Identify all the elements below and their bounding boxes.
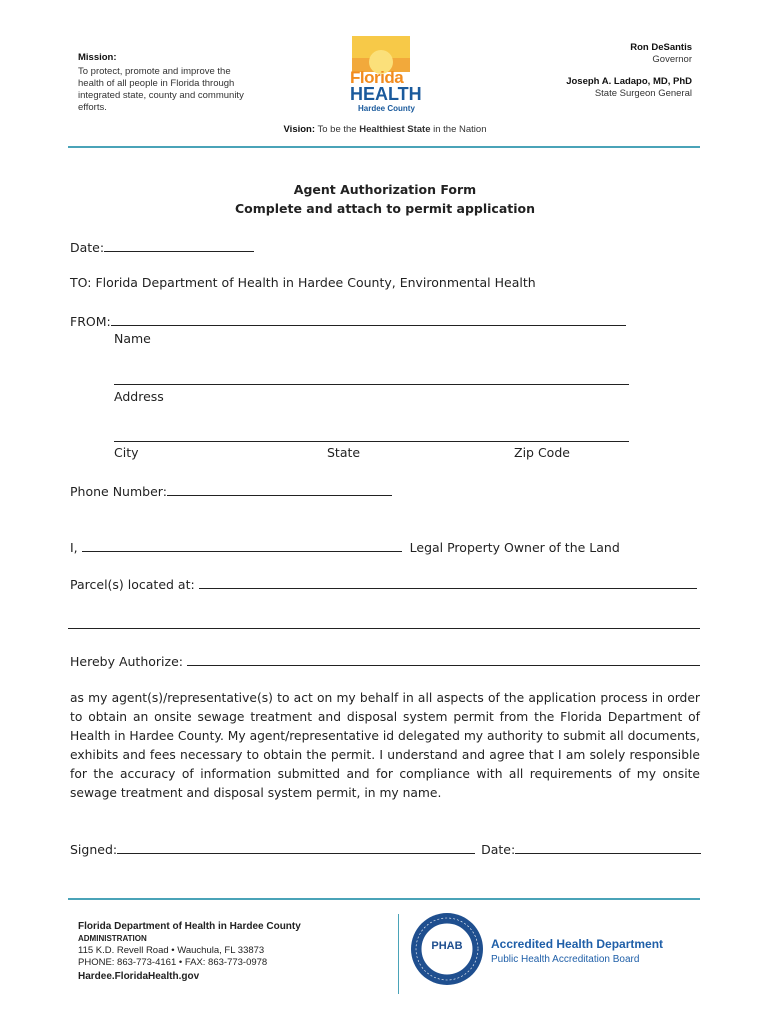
logo-health-text: HEALTH: [350, 84, 422, 104]
date-row: [70, 239, 254, 255]
footer-website[interactable]: Hardee.FloridaHealth.gov: [78, 971, 200, 982]
parcel-label: Parcel(s) located at:: [70, 577, 195, 592]
signed-row: [70, 841, 701, 857]
address-label: Address: [114, 389, 164, 404]
parcel-continuation-line[interactable]: [68, 628, 700, 629]
footer-admin: ADMINISTRATION: [78, 934, 147, 943]
phone-label: Phone Number:: [70, 484, 167, 499]
footer-vertical-divider: [398, 914, 399, 994]
zip-label: Zip Code: [514, 445, 570, 460]
vision-pre: To be the: [315, 124, 360, 135]
footer-divider: [68, 898, 700, 900]
governor-name: Ron DeSantis: [630, 42, 692, 53]
surgeon-name: Joseph A. Ladapo, MD, PhD: [566, 76, 692, 87]
vision-label: Vision:: [283, 124, 316, 135]
to-line: TO: Florida Department of Health in Hardee County, Environmental Health: [70, 275, 536, 290]
authorize-row: [70, 653, 700, 669]
mission-block: [78, 52, 248, 114]
name-label: Name: [114, 331, 151, 346]
state-label: State: [327, 445, 361, 460]
logo-county-text: Hardee County: [358, 104, 415, 113]
header-divider: [68, 146, 700, 148]
city-label: City: [114, 445, 139, 460]
phab-seal-icon: [410, 912, 484, 986]
owner-row: [70, 539, 620, 555]
logo-florida-text: Florida: [350, 68, 404, 87]
signature-field[interactable]: [117, 841, 475, 854]
mission-text: To protect, promote and improve the health of all people in Florida through integrated state, county and community efforts.: [78, 66, 244, 113]
signed-label: Signed:: [70, 842, 118, 857]
date2-label: Date:: [481, 842, 516, 857]
parcel-field[interactable]: [199, 576, 697, 589]
surgeon-title: State Surgeon General: [594, 88, 692, 99]
city-state-zip-field[interactable]: [114, 427, 629, 442]
officials-block: [472, 42, 692, 100]
date-label: Date:: [70, 240, 105, 255]
vision-post: in the Nation: [430, 124, 487, 135]
phab-seal-text: PHAB: [431, 940, 463, 952]
accredited-title: Accredited Health Department: [491, 937, 664, 951]
footer-address: 115 K.D. Revell Road • Wauchula, FL 33873: [78, 945, 265, 956]
footer-org-name: Florida Department of Health in Hardee County: [78, 921, 301, 932]
from-row: [70, 313, 626, 329]
date-field[interactable]: [104, 239, 254, 252]
footer-phone: PHONE: 863-773-4161 • FAX: 863-773-0978: [78, 957, 268, 968]
owner-label: Legal Property Owner of the Land: [409, 540, 620, 555]
phone-field[interactable]: [167, 483, 392, 496]
parcel-row: [70, 576, 697, 592]
agent-name-field[interactable]: [187, 653, 700, 666]
from-label: FROM:: [70, 314, 111, 329]
authorize-label: Hereby Authorize:: [70, 654, 183, 669]
form-subtitle: Complete and attach to permit application: [234, 201, 536, 216]
accreditation-block: [491, 937, 711, 965]
accredited-sub: Public Health Accreditation Board: [491, 954, 640, 965]
authorization-paragraph: as my agent(s)/representative(s) to act on my behalf in all aspects of the application process in order to obtain an onsite sewage treatment and disposal system permit from the Florida Department of Health in Hardee County. My agent/representative id delegated my authority to submit all documents, exhibits and fees necessary to obtain the permit. I understand and agree that I am solely responsible for the accuracy of information submitted and for compliance with all requirements of my onsite sewage treatment and disposal system permit, in my name.: [70, 691, 700, 800]
from-name-field[interactable]: [111, 313, 626, 326]
footer-address-block: [78, 921, 378, 983]
phone-row: [70, 483, 392, 499]
florida-health-logo: [348, 34, 422, 116]
address-field[interactable]: [114, 370, 629, 385]
form-title: Agent Authorization Form: [293, 182, 477, 197]
owner-name-field[interactable]: [82, 539, 402, 552]
i-label: I,: [70, 540, 78, 555]
governor-title: Governor: [652, 54, 692, 65]
vision-bold: Healthiest State: [359, 124, 431, 135]
vision-line: [0, 124, 770, 136]
mission-title: Mission:: [78, 52, 117, 63]
signature-date-field[interactable]: [515, 841, 701, 854]
